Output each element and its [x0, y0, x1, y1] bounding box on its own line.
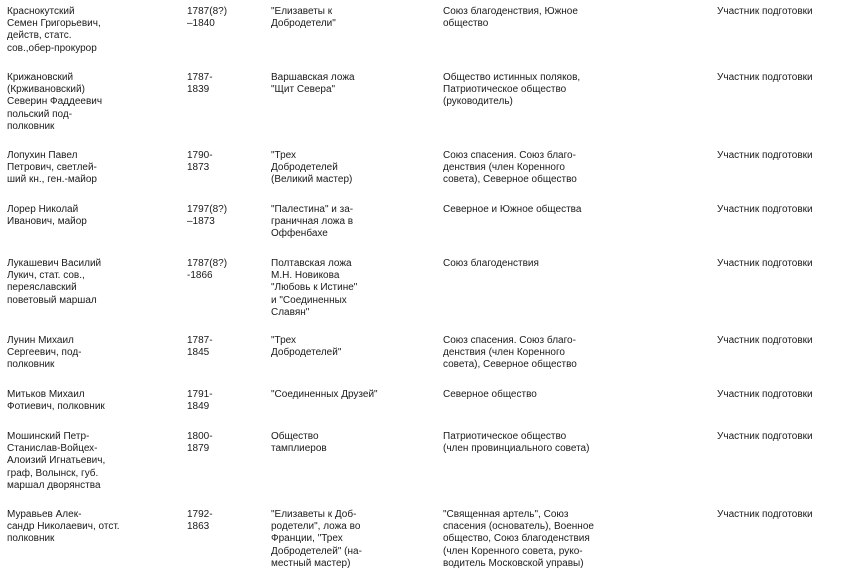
- years-cell: 1797(8?) –1873: [187, 204, 228, 228]
- name-cell: Лунин Михаил Сергеевич, под- полковник: [7, 335, 82, 371]
- society-cell: Союз благоденствия, Южное общество: [443, 6, 578, 30]
- role-cell: Участник подготовки: [717, 431, 813, 442]
- society-cell: Общество истинных поляков, Патриотическое общество (руководитель): [443, 72, 581, 108]
- lodge-cell: Полтавская ложа М.Н. Новикова "Любовь к Истине" и "Соединенных Славян": [271, 258, 358, 318]
- name-cell: Лукашевич Василий Лукич, стат. сов., переяславский поветовый маршал: [7, 258, 102, 306]
- lodge-cell: Общество тамплиеров: [271, 431, 327, 455]
- years-cell: 1787- 1845: [187, 335, 213, 359]
- lodge-cell: "Соединенных Друзей": [271, 389, 378, 400]
- role-cell: Участник подготовки: [717, 204, 813, 215]
- lodge-cell: "Елизаветы к Добродетели": [271, 6, 336, 30]
- society-cell: Союз спасения. Союз благо- денствия (член Коренного совета), Северное общество: [443, 335, 577, 371]
- years-cell: 1787- 1839: [187, 72, 213, 96]
- name-cell: Лопухин Павел Петрович, светлей- ший кн., ген.-майор: [7, 150, 97, 186]
- name-cell: Лорер Николай Иванович, майор: [7, 204, 87, 228]
- role-cell: Участник подготовки: [717, 150, 813, 161]
- years-cell: 1800- 1879: [187, 431, 213, 455]
- society-cell: Северное и Южное общества: [443, 204, 582, 215]
- years-cell: 1787(8?) -1866: [187, 258, 228, 282]
- society-cell: Союз благоденствия: [443, 258, 539, 269]
- role-cell: Участник подготовки: [717, 389, 813, 400]
- years-cell: 1790- 1873: [187, 150, 213, 174]
- name-cell: Муравьев Алек- сандр Николаевич, отст. полковник: [7, 509, 120, 545]
- society-cell: Союз спасения. Союз благо- денствия (член Коренного совета), Северное общество: [443, 150, 577, 186]
- lodge-cell: "Елизаветы к Доб- родетели", ложа во Франции, "Трех Добродетелей" (на- местный мастер): [271, 509, 362, 569]
- years-cell: 1787(8?) –1840: [187, 6, 228, 30]
- society-cell: Патриотическое общество (член провинциального совета): [443, 431, 590, 455]
- role-cell: Участник подготовки: [717, 72, 813, 83]
- name-cell: Мошинский Петр- Станислав-Войцех- Алоизий Игнатьевич, граф, Волынск, губ. маршал дворянства: [7, 431, 106, 491]
- years-cell: 1791- 1849: [187, 389, 213, 413]
- lodge-cell: Варшавская ложа "Щит Севера": [271, 72, 355, 96]
- society-cell: Северное общество: [443, 389, 537, 400]
- lodge-cell: "Палестина" и за- граничная ложа в Оффенбахе: [271, 204, 354, 240]
- name-cell: Митьков Михаил Фотиевич, полковник: [7, 389, 105, 413]
- society-cell: "Священная артель", Союз спасения (основатель), Военное общество, Союз благоденствия (член Коренного совета, руко- водитель Московской управы): [443, 509, 594, 569]
- role-cell: Участник подготовки: [717, 6, 813, 17]
- role-cell: Участник подготовки: [717, 335, 813, 346]
- years-cell: 1792- 1863: [187, 509, 213, 533]
- role-cell: Участник подготовки: [717, 258, 813, 269]
- lodge-cell: "Трех Добродетелей": [271, 335, 342, 359]
- name-cell: Крижановский (Крживановский) Северин Фаддеевич польский под- полковник: [7, 72, 103, 132]
- lodge-cell: "Трех Добродетелей (Великий мастер): [271, 150, 353, 186]
- name-cell: Краснокутский Семен Григорьевич, действ, статс. сов.,обер-прокурор: [7, 6, 101, 54]
- role-cell: Участник подготовки: [717, 509, 813, 520]
